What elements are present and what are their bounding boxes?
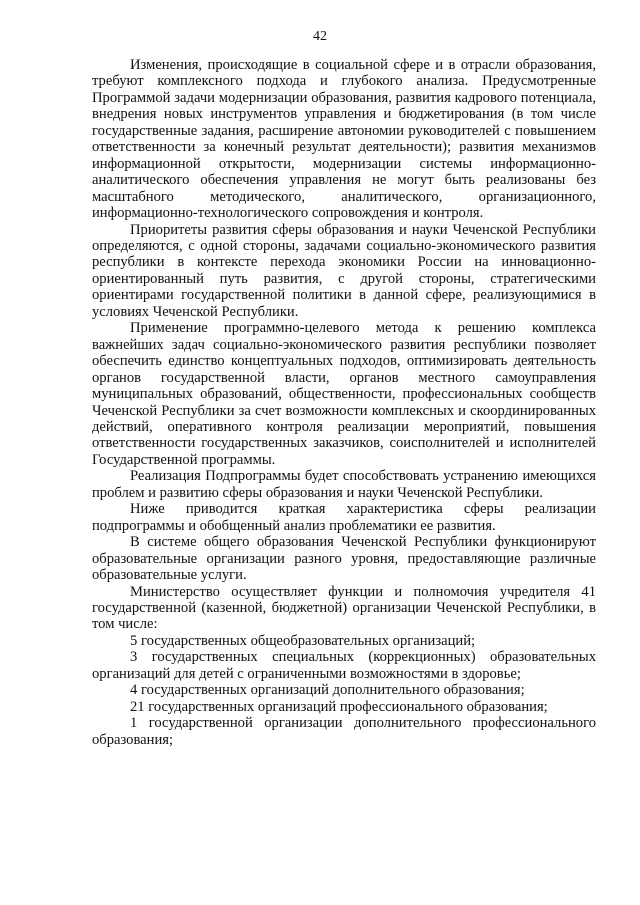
paragraph-characteristics-intro: Ниже приводится краткая характеристика сферы реализации подпрограммы и обобщенный анализ проблематики ее развития. — [92, 501, 596, 534]
paragraph-priorities: Приоритеты развития сферы образования и науки Чеченской Республики определяются, с одной стороны, задачами социально-экономического развития республики в контексте перехода экономики России на инновационно-ориентированный путь развития, с другой стороны, стратегическими ориентирами государственной политики в данной сфере, реализующимися в условиях Чеченской Республики. — [92, 221, 596, 320]
document-body — [92, 57, 596, 748]
paragraph-general-education-system: В системе общего образования Чеченской Республики функционируют образовательные организации разного уровня, предоставляющие различные образовательные услуги. — [92, 534, 596, 584]
paragraph-subprogram-implementation: Реализация Подпрограммы будет способствовать устранению имеющихся проблем и развитию сферы образования и науки Чеченской Республики. — [92, 468, 596, 501]
list-item-additional-education-orgs: 4 государственных организаций дополнительного образования; — [130, 682, 525, 699]
paragraph-program-target-method: Применение программно-целевого метода к решению комплекса важнейших задач социально-экономического развития республики позволяет обеспечить единство концептуальных подходов, оптимизировать деятельность органов государственной власти, органов местного самоуправления муниципальных образований, общественности, профессиональных сообществ Чеченской Республики за счет возможности комплексных и скоординированных действий, оперативного контроля реализации мероприятий, повышения ответственности государственных заказчиков, соисполнителей и исполнителей Государственной программы. — [92, 320, 596, 468]
page-number: 42 — [313, 29, 327, 44]
list-item-additional-professional-education-org: 1 государственной организации дополнительного профессионального образования; — [92, 715, 596, 748]
list-item-professional-education-orgs: 21 государственных организаций профессионального образования; — [130, 698, 548, 715]
paragraph-ministry-functions: Министерство осуществляет функции и полномочия учредителя 41 государственной (казенной, бюджетной) организации Чеченской Республики, в том числе: — [92, 583, 596, 633]
paragraph-modernization-tasks: Изменения, происходящие в социальной сфере и в отрасли образования, требуют комплексного подхода и глубокого анализа. Предусмотренные Программой задачи модернизации образования, развития кадрового потенциала, внедрения новых инструментов управления и бюджетирования (в том числе государственные задания, расширение автономии руководителей с повышением ответственности за конечный результат деятельности); развития механизмов информационной открытости, модернизации системы информационно-аналитического обеспечения управления не могут быть реализованы без масштабного методического, аналитического, организационного, информационно-технологического сопровождения и контроля. — [92, 57, 596, 222]
list-item-general-education-orgs: 5 государственных общеобразовательных организаций; — [130, 632, 476, 649]
list-item-special-education-orgs: 3 государственных специальных (коррекционных) образовательных организаций для детей с ограниченными возможностями в здоровье; — [92, 649, 596, 682]
